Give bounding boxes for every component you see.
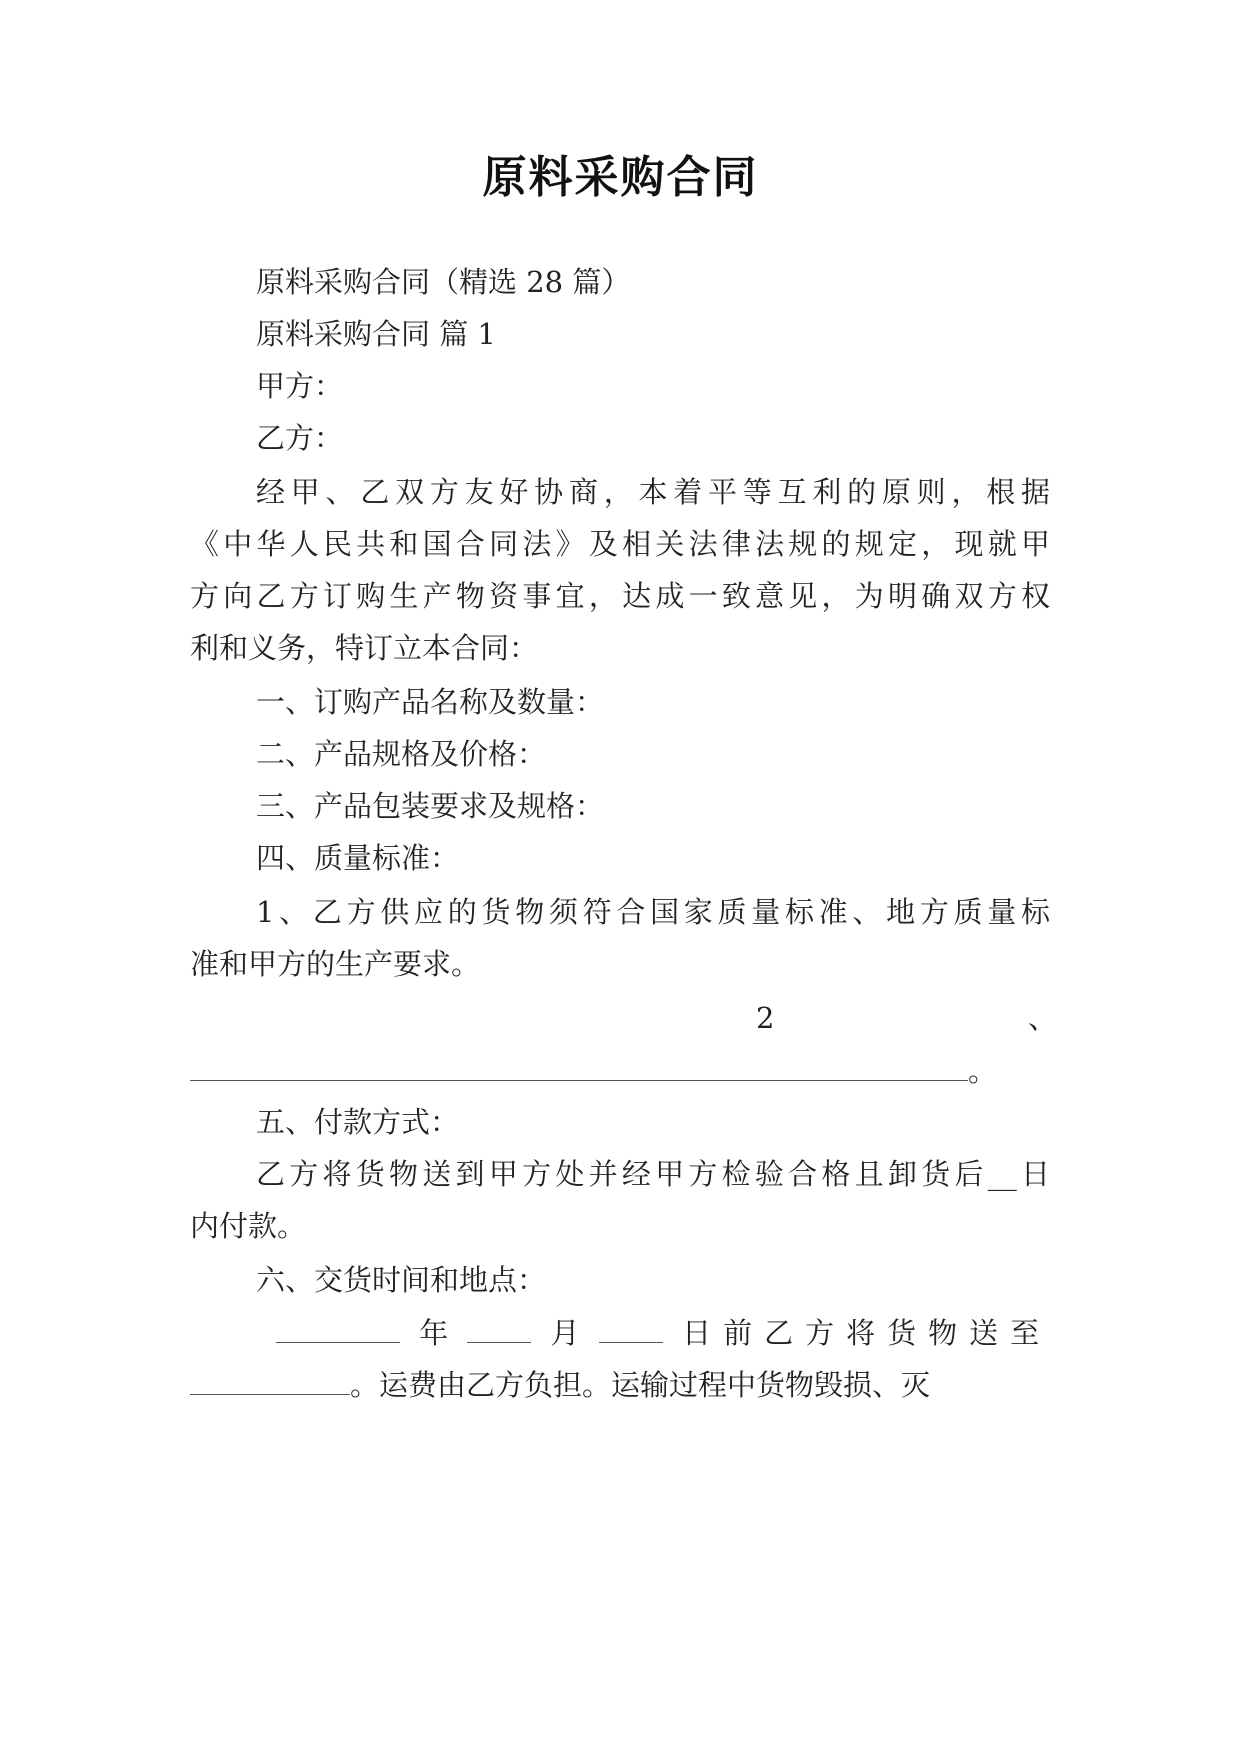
clause-heading: 一、订购产品名称及数量：	[256, 685, 605, 719]
clause-heading: 四、质量标准：	[256, 841, 460, 875]
document-title: 原料采购合同	[482, 152, 759, 203]
item-separator: 、	[1028, 1001, 1058, 1035]
item-number: 2	[756, 1001, 775, 1035]
delivery-location-text: 。运费由乙方负担。运输过程中货物毁损、灭	[350, 1368, 931, 1402]
clause-text-line: 内付款。	[190, 1209, 307, 1243]
clause-item-2-line	[190, 998, 1058, 1038]
year-blank[interactable]	[276, 1312, 400, 1343]
month-blank[interactable]	[467, 1312, 531, 1343]
delivery-text: 日前乙方将货物送至	[682, 1316, 1052, 1350]
month-label: 月	[550, 1316, 580, 1350]
delivery-location-line	[190, 1364, 1050, 1404]
clause-heading: 六、交货时间和地点：	[256, 1263, 547, 1297]
delivery-date-fields	[276, 1312, 1051, 1353]
clause-text-line: 乙方将货物送到甲方处并经甲方检验合格且卸货后__日	[256, 1157, 1050, 1191]
fill-in-blank[interactable]	[190, 1050, 968, 1081]
clause-heading: 三、产品包装要求及规格：	[256, 789, 605, 823]
preamble-line: 经甲、乙双方友好协商，本着平等互利的原则，根据	[256, 475, 1050, 509]
party-b-label: 乙方：	[256, 421, 344, 455]
clause-heading: 五、付款方式：	[256, 1105, 460, 1139]
fill-in-blank-line	[190, 1050, 1050, 1090]
day-blank[interactable]	[599, 1312, 663, 1343]
section-heading: 原料采购合同 篇 1	[256, 317, 496, 351]
document-subtitle: 原料采购合同（精选 28 篇）	[256, 265, 631, 299]
blank-end-mark: 。	[968, 1054, 998, 1088]
clause-heading: 二、产品规格及价格：	[256, 737, 547, 771]
delivery-date-line	[190, 1312, 1050, 1352]
preamble-line: 方向乙方订购生产物资事宜，达成一致意见，为明确双方权	[190, 579, 1050, 613]
clause-item-line: 准和甲方的生产要求。	[190, 947, 481, 981]
year-label: 年	[419, 1316, 449, 1350]
preamble-line: 利和义务，特订立本合同：	[190, 631, 539, 665]
clause-item-line: 1、乙方供应的货物须符合国家质量标准、地方质量标	[256, 895, 1050, 929]
location-blank[interactable]	[190, 1364, 350, 1395]
preamble-line: 《中华人民共和国合同法》及相关法律法规的规定，现就甲	[190, 527, 1050, 561]
party-a-label: 甲方：	[256, 369, 344, 403]
